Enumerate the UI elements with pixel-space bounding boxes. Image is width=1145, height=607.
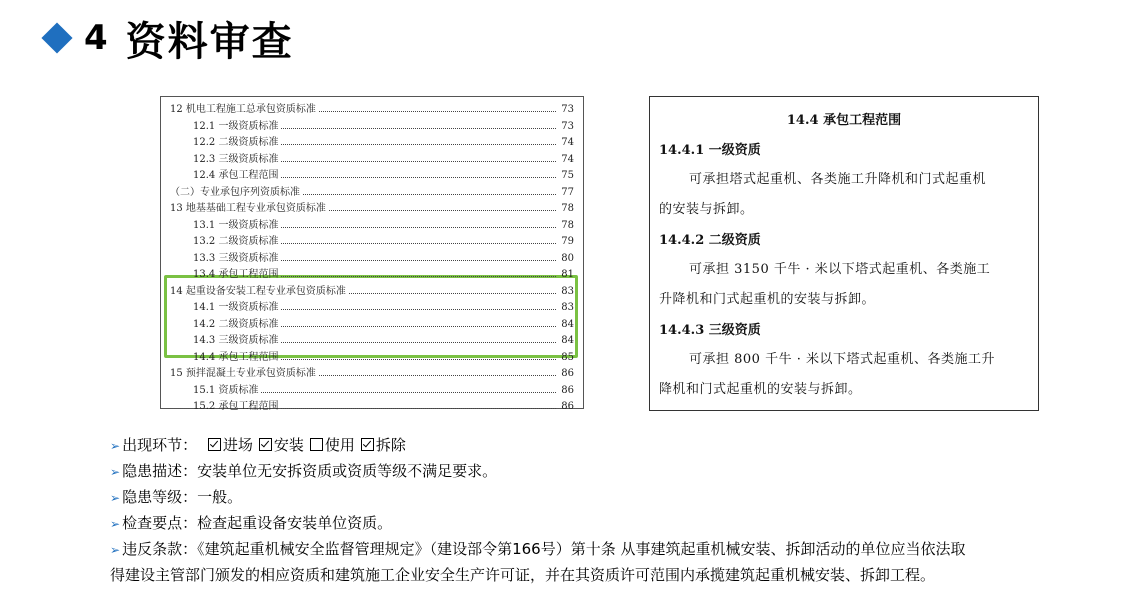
- diamond-bullet-icon: [41, 22, 72, 53]
- toc-leader-dots: [349, 293, 556, 294]
- standard-line: 可承担 800 千牛 · 米以下塔式起重机、各类施工升: [689, 352, 995, 367]
- page-title: 资料审查: [125, 18, 294, 65]
- toc-label: 15 预拌混凝土专业承包资质标准: [170, 368, 316, 379]
- toc-row: [170, 182, 574, 198]
- standard-section-body: [659, 255, 1034, 315]
- arrow-bullet-icon: ➢: [110, 543, 121, 557]
- toc-page-number: 85: [561, 351, 574, 363]
- toc-leader-dots: [281, 359, 556, 360]
- toc-leader-dots: [319, 375, 556, 376]
- toc-row: [193, 149, 574, 165]
- violation-continuation: [110, 563, 935, 587]
- toc-leader-dots: [281, 227, 556, 228]
- standard-section-heading: 14.4.3 三级资质: [659, 323, 761, 338]
- toc-row: [193, 116, 574, 132]
- toc-row: [193, 314, 574, 330]
- hazard-desc-text: 隐患描述：安装单位无安拆资质或资质等级不满足要求。: [122, 462, 498, 480]
- toc-page-number: 74: [561, 137, 574, 148]
- bullet-stage: [110, 433, 406, 458]
- toc-row: [170, 198, 574, 214]
- bullet-hazard-level: [110, 485, 242, 510]
- arrow-bullet-icon: ➢: [110, 491, 121, 505]
- stage-checkbox-group: [202, 436, 406, 454]
- toc-row: [193, 248, 574, 264]
- standard-line: 可承担 3150 千牛 · 米以下塔式起重机、各类施工: [689, 262, 991, 277]
- toc-leader-dots: [281, 260, 556, 261]
- stage-checkbox: [208, 438, 221, 451]
- hazard-level-text: 隐患等级：一般。: [122, 488, 243, 506]
- toc-leader-dots: [261, 392, 556, 393]
- toc-leader-dots: [281, 128, 556, 129]
- toc-row: [193, 380, 574, 396]
- toc-page-number: 80: [561, 252, 574, 264]
- toc-leader-dots: [281, 326, 556, 327]
- toc-page-number: 73: [561, 104, 574, 115]
- check-points-text: 检查要点：检查起重设备安装单位资质。: [122, 514, 393, 532]
- section-number: 4: [84, 18, 108, 58]
- stage-checkbox: [259, 438, 272, 451]
- toc-label: （二）专业承包序列资质标准: [170, 186, 300, 198]
- toc-page-number: 86: [561, 368, 574, 379]
- toc-row: [193, 396, 574, 412]
- toc-row: [193, 330, 574, 346]
- toc-leader-dots: [281, 144, 556, 145]
- toc-page-number: 83: [561, 285, 574, 297]
- toc-leader-dots: [281, 276, 556, 277]
- standard-line: 升降机和门式起重机的安装与拆卸。: [659, 292, 876, 307]
- toc-page-number: 74: [561, 153, 574, 165]
- toc-page-number: 81: [561, 269, 574, 280]
- bullet-hazard-desc: [110, 459, 497, 484]
- toc-page-number: 84: [561, 318, 574, 330]
- toc-label: 12.4 承包工程范围: [193, 170, 279, 181]
- toc-label: 13.4 承包工程范围: [193, 269, 279, 280]
- standard-line: 的安装与拆卸。: [659, 202, 754, 217]
- arrow-bullet-icon: ➢: [110, 517, 121, 531]
- standard-section-heading: 14.4.2 二级资质: [659, 233, 761, 248]
- standard-excerpt-image: [649, 96, 1039, 411]
- toc-label: 13.1 一级资质标准: [193, 219, 279, 231]
- violation-text-line2: 得建设主管部门颁发的相应资质和建筑施工企业安全生产许可证，并在其资质许可范围内承揽建筑起重机械安装、拆卸工程。: [110, 566, 936, 584]
- toc-page-number: 79: [561, 236, 574, 247]
- toc-row: [193, 132, 574, 148]
- stage-checkbox: [310, 438, 323, 451]
- toc-page-number: 83: [561, 302, 574, 313]
- toc-page-number: 78: [561, 203, 574, 214]
- toc-label: 13.3 三级资质标准: [193, 252, 279, 264]
- toc-leader-dots: [303, 194, 556, 195]
- stage-label-text: 拆除: [375, 436, 406, 454]
- toc-page-number: 86: [561, 401, 574, 412]
- toc-leader-dots: [281, 408, 556, 409]
- toc-leader-dots: [281, 243, 556, 244]
- toc-leader-dots: [281, 342, 556, 343]
- standard-section-heading: 14.4.1 一级资质: [659, 143, 761, 158]
- toc-label: 12.2 二级资质标准: [193, 137, 279, 148]
- toc-label: 14 起重设备安装工程专业承包资质标准: [170, 285, 346, 297]
- toc-row: [193, 297, 574, 313]
- toc-leader-dots: [281, 309, 556, 310]
- toc-page-number: 78: [561, 219, 574, 231]
- toc-page-number: 84: [561, 335, 574, 346]
- toc-row: [170, 99, 574, 115]
- toc-row: [170, 363, 574, 379]
- toc-label: 14.1 一级资质标准: [193, 302, 279, 313]
- bullet-check-points: [110, 511, 392, 536]
- toc-leader-dots: [281, 177, 556, 178]
- toc-leader-dots: [329, 210, 556, 211]
- toc-leader-dots: [319, 111, 556, 112]
- toc-label: 14.4 承包工程范围: [193, 351, 279, 363]
- stage-label: 出现环节：: [122, 436, 198, 454]
- standard-title: 14.4 承包工程范围: [786, 113, 902, 128]
- standard-line: 可承担塔式起重机、各类施工升降机和门式起重机: [689, 172, 987, 187]
- toc-leader-dots: [281, 161, 556, 162]
- toc-row: [193, 215, 574, 231]
- toc-row: [193, 264, 574, 280]
- page-header: [40, 10, 294, 66]
- bullet-violation: [110, 537, 965, 562]
- arrow-bullet-icon: ➢: [110, 465, 121, 479]
- toc-label: 15.2 承包工程范围: [193, 401, 279, 412]
- stage-checkbox: [361, 438, 374, 451]
- arrow-bullet-icon: ➢: [110, 439, 121, 453]
- toc-row: [170, 281, 574, 297]
- toc-label: 12.1 一级资质标准: [193, 120, 279, 132]
- toc-label: 14.3 三级资质标准: [193, 335, 279, 346]
- toc-page-number: 86: [561, 384, 574, 396]
- toc-label: 13 地基基础工程专业承包资质标准: [170, 203, 326, 214]
- toc-excerpt-image: [160, 96, 584, 412]
- stage-label-text: 使用: [324, 436, 355, 454]
- standard-section-body: [659, 345, 1034, 405]
- standard-line: 降机和门式起重机的安装与拆卸。: [659, 382, 862, 397]
- stage-label-text: 安装: [273, 436, 304, 454]
- toc-label: 12 机电工程施工总承包资质标准: [170, 104, 316, 115]
- toc-row: [193, 231, 574, 247]
- toc-label: 12.3 三级资质标准: [193, 153, 279, 165]
- stage-label-text: 进场: [222, 436, 253, 454]
- violation-text-line1: 违反条款：《建筑起重机械安全监督管理规定》（建设部令第166号）第十条 从事建筑起重机械安装、拆卸活动的单位应当依法取: [122, 540, 966, 558]
- toc-row: [193, 165, 574, 181]
- toc-label: 13.2 二级资质标准: [193, 236, 279, 247]
- toc-row: [193, 347, 574, 363]
- toc-page-number: 73: [561, 120, 574, 132]
- standard-section-body: [659, 165, 1034, 225]
- toc-page-number: 77: [561, 186, 574, 198]
- toc-label: 14.2 二级资质标准: [193, 318, 279, 330]
- toc-page-number: 75: [561, 170, 574, 181]
- toc-label: 15.1 资质标准: [193, 384, 259, 396]
